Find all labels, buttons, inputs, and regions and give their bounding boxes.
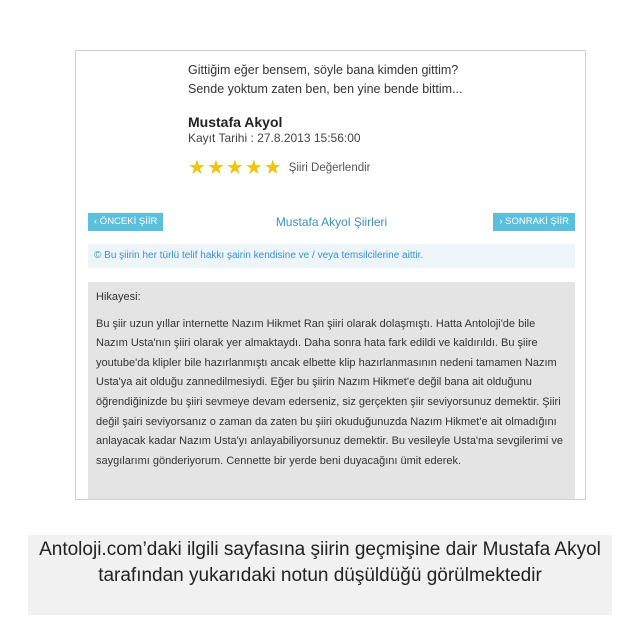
- previous-poem-button[interactable]: ‹ ÖNCEKİ ŞİİR: [88, 213, 163, 231]
- image-caption: Antoloji.com’daki ilgili sayfasına şiirin geçmişine dair Mustafa Akyol tarafından yukarıdaki notun düşüldüğü görülmektedir: [28, 535, 612, 615]
- poem-navigation: [88, 213, 575, 231]
- star-rating[interactable]: [188, 158, 283, 178]
- author-block: [188, 114, 361, 145]
- poem-line: Sende yoktum zaten ben, ben yine bende bittim...: [188, 82, 463, 96]
- star-icon[interactable]: ★: [225, 157, 244, 179]
- copyright-notice: © Bu şiirin her türlü telif hakkı şairin kendisine ve / veya temsilcilerine aittir.: [88, 244, 575, 268]
- rate-poem-label[interactable]: Şiiri Değerlendir: [288, 162, 371, 174]
- rating-widget: [188, 158, 371, 178]
- star-icon[interactable]: ★: [188, 157, 206, 179]
- story-body: Bu şiir uzun yıllar internette Nazım Hikmet Ran şiiri olarak dolaşmıştı. Hatta Antoloji'de bile Nazım Usta'nın şiiri olarak yer almaktaydı. Daha sonra hata fark edildi ve kaldırıldı. Bu şiire youtube'da klipler bile hazırlanmıştı ancak elbette klip hazırlanmasının nedeni tamamen Nazım Usta'ya ait olduğu zannedilmesiydi. Eğer bu şiirin Nazım Hikmet'e değil bana ait olduğunu öğrendiğinizde bu şiiri sevmeye devam ederseniz, siz gerçekten şiir seviyorsunuz demektir. Şiiri değil şairi seviyorsanız o zaman da zaten bu şiiri okuduğunuzda Nazım Hikmet'e ait olmadığını anlayacak kadar Nazım Usta'yı anlayabiliyorsunuz demektir. Bu vesileyle Usta'ma sevgilerimi ve saygılarımı gönderiyorum. Cennette bir yerde beni duyacağını ümit ederek.: [96, 317, 564, 467]
- story-panel: [88, 282, 575, 500]
- author-poems-link[interactable]: Mustafa Akyol Şiirleri: [275, 215, 388, 229]
- registration-date: Kayıt Tarihi : 27.8.2013 15:56:00: [188, 131, 361, 145]
- star-icon[interactable]: ★: [263, 157, 282, 179]
- author-name[interactable]: Mustafa Akyol: [188, 114, 283, 130]
- poem-page-screenshot: [75, 50, 586, 500]
- star-icon[interactable]: ★: [206, 157, 225, 179]
- poem-text: [188, 61, 462, 99]
- story-heading: Hikayesi:: [96, 291, 141, 303]
- next-poem-button[interactable]: › SONRAKİ ŞİİR: [493, 213, 575, 231]
- star-icon[interactable]: ★: [244, 157, 263, 179]
- poem-line: Gittiğim eğer bensem, söyle bana kimden gittim?: [188, 63, 459, 77]
